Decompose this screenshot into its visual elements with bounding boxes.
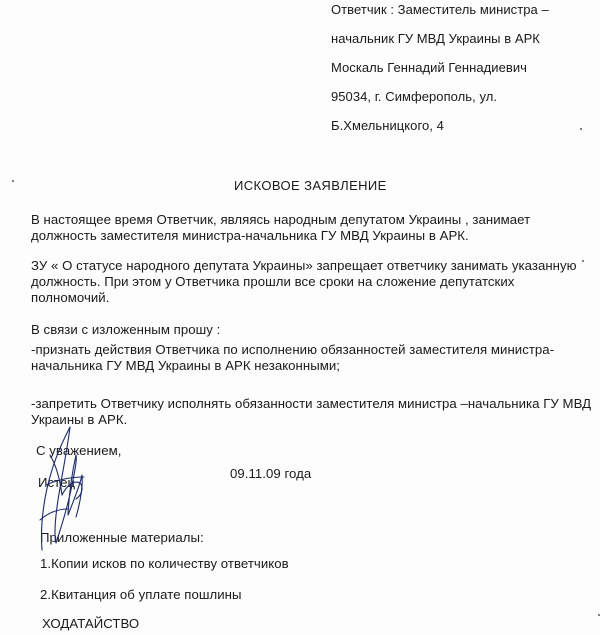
body-line: ЗУ « О статусе народного депутата Украины» запрещает ответчику занимать указанную (31, 258, 577, 273)
body-line: должность. При этом у Ответчика прошли все сроки на сложение депутатских (31, 274, 515, 289)
request-item: -признать действия Ответчика по исполнению обязанностей заместителя министра- (31, 342, 555, 357)
handwritten-signature-icon (22, 425, 112, 555)
header-line: Ответчик : Заместитель министра – (331, 2, 549, 17)
request-item: -запретить Ответчику исполнять обязанности заместителя министра –начальника ГУ МВД (31, 396, 592, 411)
attachment-item: 1.Копии исков по количеству ответчиков (40, 556, 289, 571)
closing-text: С уважением, (36, 443, 122, 458)
document-date: 09.11.09 года (230, 466, 312, 481)
attachments-heading: Приложенные материалы: (40, 530, 204, 545)
header-line: начальник ГУ МВД Украины в АРК (331, 31, 540, 46)
header-line: 95034, г. Симферополь, ул. (331, 89, 498, 104)
header-line: Москаль Геннадий Геннадиевич (331, 60, 527, 75)
body-line: полномочий. (31, 290, 110, 305)
request-intro: В связи с изложенным прошу : (31, 322, 221, 337)
attachment-item: 2.Квитанция об уплате пошлины (40, 587, 242, 602)
request-item: начальника ГУ МВД Украины в АРК незаконными; (31, 358, 340, 373)
header-line: Б.Хмельницкого, 4 (331, 118, 444, 133)
scan-speck (580, 128, 582, 130)
scan-speck (12, 180, 14, 182)
motion-heading: ХОДАТАЙСТВО (42, 616, 140, 631)
request-item: Украины в АРК. (31, 412, 128, 427)
body-line: должность заместителя министра-начальника ГУ МВД Украины в АРК. (31, 228, 469, 243)
body-line: В настоящее время Ответчик, являясь народным депутатом Украины , занимает (31, 212, 531, 227)
signer-label: Истец (38, 475, 76, 490)
document-title: ИСКОВОЕ ЗАЯВЛЕНИЕ (234, 178, 387, 193)
scan-speck (582, 260, 584, 262)
